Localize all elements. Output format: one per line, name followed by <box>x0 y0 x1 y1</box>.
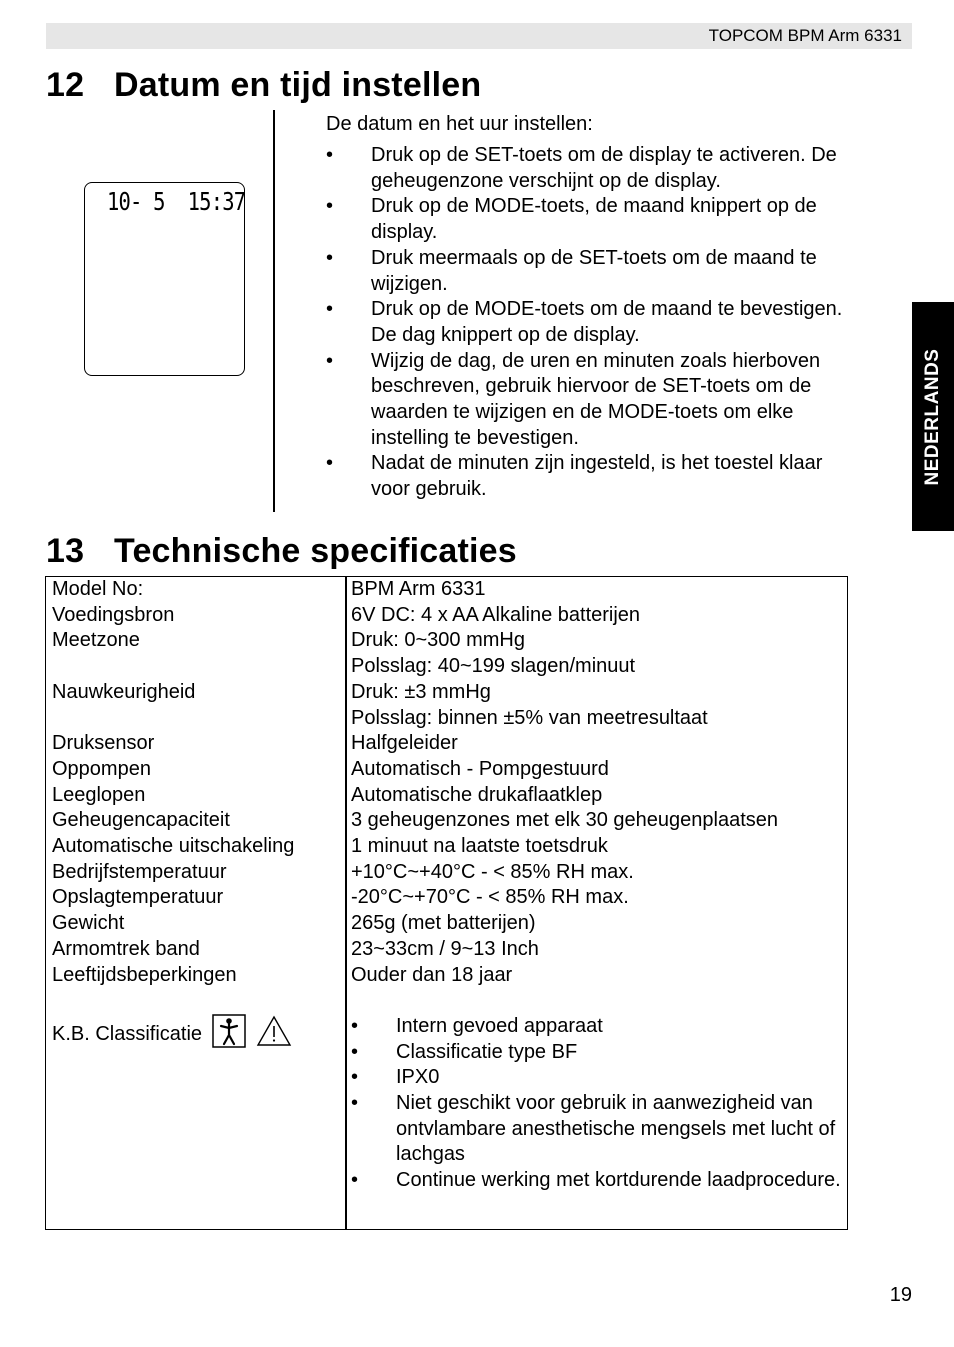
spec-value: Halfgeleider <box>351 732 458 755</box>
lcd-display-illustration <box>84 182 245 376</box>
classification-text: Niet geschikt voor gebruik in aanwezigheid van ontvlambare anesthetische mengsels met lucht of lachgas <box>396 1092 836 1166</box>
spec-label: Oppompen <box>52 757 151 780</box>
spec-value: Automatisch - Pompgestuurd <box>351 757 609 780</box>
spec-value: BPM Arm 6331 <box>351 578 486 600</box>
spec-label: Armomtrek band <box>52 937 200 960</box>
vertical-divider <box>273 110 275 512</box>
language-side-tab <box>912 302 954 531</box>
spec-value-column <box>351 577 841 1194</box>
step-text: Druk meermaals op de SET-toets om de maand te wijzigen. <box>371 246 817 295</box>
spec-label: Voedingsbron <box>52 603 175 626</box>
spec-label: Leeftijdsbeperkingen <box>52 963 237 986</box>
bullet: • <box>326 298 334 321</box>
spec-label: Druksensor <box>52 732 155 755</box>
spec-value: +10°C~+40°C - < 85% RH max. <box>351 860 634 883</box>
list-item <box>351 1040 841 1066</box>
spec-value: Druk: ±3 mmHg <box>351 680 491 703</box>
spec-value: 1 minuut na laatste toetsdruk <box>351 835 608 858</box>
classification-label-row <box>52 1014 294 1056</box>
list-item <box>326 143 866 194</box>
spec-label: Nauwkeurigheid <box>52 680 196 703</box>
instruction-steps-list <box>326 143 866 503</box>
spec-value: -20°C~+70°C - < 85% RH max. <box>351 886 629 909</box>
classification-list <box>351 1014 841 1194</box>
spec-value: 6V DC: 4 x AA Alkaline batterijen <box>351 603 641 626</box>
section-12-heading <box>46 66 481 105</box>
header-product-name: TOPCOM BPM Arm 6331 <box>708 26 902 45</box>
language-label: NEDERLANDS <box>922 348 943 485</box>
step-text: Druk op de MODE-toets, de maand knippert op de display. <box>371 195 817 244</box>
specifications-table <box>45 576 848 1230</box>
bullet: • <box>351 1066 359 1089</box>
list-item <box>326 451 866 502</box>
spec-value: Polsslag: binnen ±5% van meetresultaat <box>351 706 708 729</box>
list-item <box>351 1091 841 1168</box>
spec-label: Opslagtemperatuur <box>52 886 224 909</box>
section-12-title: Datum en tijd instellen <box>114 66 482 104</box>
header-bar <box>46 23 912 49</box>
classification-text: Continue werking met kortdurende laadprocedure. <box>396 1169 841 1192</box>
table-column-divider <box>345 577 347 1229</box>
list-item <box>351 1065 841 1091</box>
section-13-title: Technische specificaties <box>114 532 517 570</box>
bullet: • <box>326 452 334 475</box>
spec-label: Meetzone <box>52 629 140 652</box>
bullet: • <box>351 1092 359 1115</box>
step-text: Druk op de SET-toets om de display te activeren. De geheugenzone verschijnt op de display. <box>371 144 837 192</box>
step-text: Wijzig de dag, de uren en minuten zoals hierboven beschreven, gebruik hiervoor de SET-toets om de waarden te wijzigen en de MODE-toets om elke instelling te bevestigen. <box>371 349 821 449</box>
list-item <box>326 349 866 452</box>
step-text: Nadat de minuten zijn ingesteld, is het toestel klaar voor gebruik. <box>371 452 823 501</box>
spec-value: 3 geheugenzones met elk 30 geheugenplaatsen <box>351 809 779 832</box>
section-13-heading <box>46 532 517 571</box>
spec-value: Druk: 0~300 mmHg <box>351 629 525 652</box>
bullet: • <box>351 1169 359 1192</box>
spec-value: Automatische drukaflaatklep <box>351 783 603 806</box>
spec-label-column <box>52 577 294 1056</box>
list-item <box>351 1014 841 1040</box>
spec-label: Bedrijfstemperatuur <box>52 860 227 883</box>
section-12-number: 12 <box>46 66 85 104</box>
spec-label: Gewicht <box>52 912 125 935</box>
spec-label: Geheugencapaciteit <box>52 809 230 832</box>
page-number: 19 <box>889 1284 912 1306</box>
classification-text: Classificatie type BF <box>396 1040 578 1063</box>
list-item <box>326 297 866 348</box>
classification-text: Intern gevoed apparaat <box>396 1014 603 1037</box>
bullet: • <box>351 1040 359 1063</box>
spec-value: 265g (met batterijen) <box>351 912 536 935</box>
step-text: Druk op de MODE-toets om de maand te bevestigen. De dag knippert op de display. <box>371 298 843 346</box>
list-item <box>326 194 866 245</box>
spec-label: Automatische uitschakeling <box>52 835 295 857</box>
list-item <box>326 246 866 297</box>
warning-triangle-icon <box>256 1015 292 1055</box>
section-13-number: 13 <box>46 532 85 570</box>
bullet: • <box>326 349 334 372</box>
spec-label: K.B. Classificatie <box>52 1022 203 1045</box>
list-item <box>351 1168 841 1194</box>
classification-text: IPX0 <box>396 1066 440 1089</box>
spec-value: Ouder dan 18 jaar <box>351 963 513 986</box>
spec-value: 23~33cm / 9~13 Inch <box>351 937 539 960</box>
section-12-intro: De datum en het uur instellen: <box>326 113 593 135</box>
spec-value: Polsslag: 40~199 slagen/minuut <box>351 655 636 678</box>
bullet: • <box>326 246 334 269</box>
bullet: • <box>351 1014 359 1037</box>
type-bf-body-icon <box>212 1014 246 1056</box>
spec-label: Model No: <box>52 578 144 600</box>
bullet: • <box>326 195 334 218</box>
bullet: • <box>326 144 334 166</box>
spec-label: Leeglopen <box>52 783 146 806</box>
lcd-date-time-readout: 10- 5 15:37 <box>107 187 246 216</box>
